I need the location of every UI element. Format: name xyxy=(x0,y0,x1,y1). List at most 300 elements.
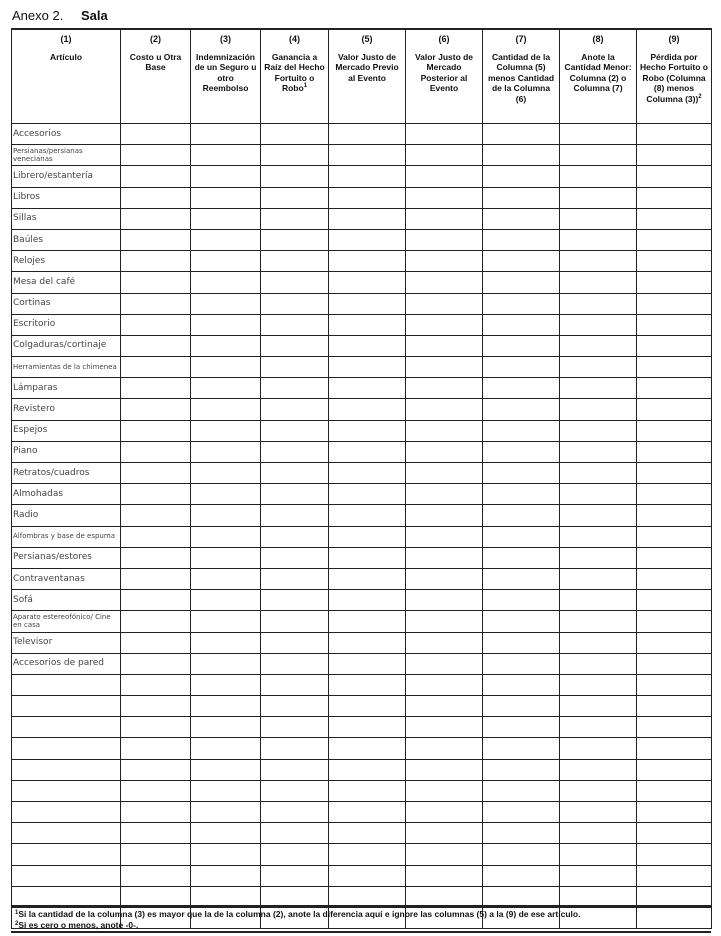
amount-cell[interactable] xyxy=(483,611,560,632)
amount-cell[interactable] xyxy=(261,738,329,759)
amount-cell[interactable] xyxy=(329,124,406,145)
amount-cell[interactable] xyxy=(560,547,637,568)
amount-cell[interactable] xyxy=(637,653,712,674)
amount-cell[interactable] xyxy=(406,865,483,886)
amount-cell[interactable] xyxy=(637,568,712,589)
amount-cell[interactable] xyxy=(191,357,261,378)
amount-cell[interactable] xyxy=(121,844,191,865)
amount-cell[interactable] xyxy=(483,484,560,505)
amount-cell[interactable] xyxy=(261,420,329,441)
amount-cell[interactable] xyxy=(406,674,483,695)
amount-cell[interactable] xyxy=(261,505,329,526)
amount-cell[interactable] xyxy=(191,229,261,250)
amount-cell[interactable] xyxy=(329,441,406,462)
amount-cell[interactable] xyxy=(191,759,261,780)
table-row xyxy=(12,717,712,738)
amount-cell[interactable] xyxy=(329,717,406,738)
amount-cell[interactable] xyxy=(191,653,261,674)
amount-cell[interactable] xyxy=(483,526,560,547)
amount-cell[interactable] xyxy=(261,547,329,568)
amount-cell[interactable] xyxy=(121,335,191,356)
amount-cell[interactable] xyxy=(560,738,637,759)
amount-cell[interactable] xyxy=(483,463,560,484)
amount-cell[interactable] xyxy=(121,865,191,886)
amount-cell[interactable] xyxy=(121,420,191,441)
amount-cell[interactable] xyxy=(560,674,637,695)
amount-cell[interactable] xyxy=(191,823,261,844)
amount-cell[interactable] xyxy=(406,844,483,865)
amount-cell[interactable] xyxy=(191,674,261,695)
amount-cell[interactable] xyxy=(483,780,560,801)
amount-cell[interactable] xyxy=(261,357,329,378)
amount-cell[interactable] xyxy=(483,293,560,314)
amount-cell[interactable] xyxy=(121,229,191,250)
amount-cell[interactable] xyxy=(121,187,191,208)
amount-cell[interactable] xyxy=(329,802,406,823)
amount-cell[interactable] xyxy=(191,187,261,208)
amount-cell[interactable] xyxy=(483,166,560,187)
amount-cell[interactable] xyxy=(191,463,261,484)
amount-cell[interactable] xyxy=(121,166,191,187)
amount-cell[interactable] xyxy=(560,844,637,865)
amount-cell[interactable] xyxy=(191,547,261,568)
amount-cell[interactable] xyxy=(483,674,560,695)
amount-cell[interactable] xyxy=(406,759,483,780)
amount-cell[interactable] xyxy=(637,717,712,738)
amount-cell[interactable] xyxy=(406,568,483,589)
amount-cell[interactable] xyxy=(637,441,712,462)
amount-cell[interactable] xyxy=(329,145,406,166)
amount-cell[interactable] xyxy=(261,293,329,314)
column-header-4 xyxy=(261,29,329,124)
item-name-cell: Persianas/estores xyxy=(12,547,121,568)
amount-cell[interactable] xyxy=(191,441,261,462)
amount-cell[interactable] xyxy=(560,653,637,674)
amount-cell[interactable] xyxy=(191,780,261,801)
amount-cell[interactable] xyxy=(637,632,712,653)
amount-cell[interactable] xyxy=(261,124,329,145)
amount-cell[interactable] xyxy=(406,823,483,844)
amount-cell[interactable] xyxy=(191,145,261,166)
amount-cell[interactable] xyxy=(191,738,261,759)
amount-cell[interactable] xyxy=(560,505,637,526)
amount-cell[interactable] xyxy=(329,420,406,441)
amount-cell[interactable] xyxy=(483,590,560,611)
amount-cell[interactable] xyxy=(191,717,261,738)
amount-cell[interactable] xyxy=(560,251,637,272)
amount-cell[interactable] xyxy=(261,526,329,547)
amount-cell[interactable] xyxy=(261,674,329,695)
amount-cell[interactable] xyxy=(191,590,261,611)
amount-cell[interactable] xyxy=(406,738,483,759)
amount-cell[interactable] xyxy=(406,780,483,801)
amount-cell[interactable] xyxy=(261,653,329,674)
amount-cell[interactable] xyxy=(121,674,191,695)
amount-cell[interactable] xyxy=(560,166,637,187)
table-row xyxy=(12,696,712,717)
amount-cell[interactable] xyxy=(560,124,637,145)
amount-cell[interactable] xyxy=(329,526,406,547)
amount-cell[interactable] xyxy=(483,547,560,568)
amount-cell[interactable] xyxy=(261,865,329,886)
amount-cell[interactable] xyxy=(121,653,191,674)
amount-cell[interactable] xyxy=(121,463,191,484)
amount-cell[interactable] xyxy=(329,229,406,250)
amount-cell[interactable] xyxy=(121,357,191,378)
amount-cell[interactable] xyxy=(637,124,712,145)
amount-cell[interactable] xyxy=(637,547,712,568)
amount-cell[interactable] xyxy=(329,590,406,611)
amount-cell[interactable] xyxy=(191,526,261,547)
amount-cell[interactable] xyxy=(483,335,560,356)
amount-cell[interactable] xyxy=(121,738,191,759)
amount-cell[interactable] xyxy=(329,293,406,314)
amount-cell[interactable] xyxy=(191,335,261,356)
amount-cell[interactable] xyxy=(261,611,329,632)
amount-cell[interactable] xyxy=(121,717,191,738)
amount-cell[interactable] xyxy=(560,865,637,886)
amount-cell[interactable] xyxy=(560,526,637,547)
amount-cell[interactable] xyxy=(637,738,712,759)
amount-cell[interactable] xyxy=(560,611,637,632)
amount-cell[interactable] xyxy=(637,823,712,844)
column-header-7 xyxy=(483,29,560,124)
amount-cell[interactable] xyxy=(329,844,406,865)
amount-cell[interactable] xyxy=(637,526,712,547)
amount-cell[interactable] xyxy=(560,484,637,505)
amount-cell[interactable] xyxy=(406,441,483,462)
amount-cell[interactable] xyxy=(329,378,406,399)
amount-cell[interactable] xyxy=(191,124,261,145)
amount-cell[interactable] xyxy=(261,208,329,229)
amount-cell[interactable] xyxy=(560,293,637,314)
amount-cell[interactable] xyxy=(483,696,560,717)
amount-cell[interactable] xyxy=(483,441,560,462)
amount-cell[interactable] xyxy=(406,547,483,568)
amount-cell[interactable] xyxy=(560,717,637,738)
table-row xyxy=(12,399,712,420)
amount-cell[interactable] xyxy=(560,314,637,335)
amount-cell[interactable] xyxy=(483,145,560,166)
amount-cell[interactable] xyxy=(121,124,191,145)
amount-cell[interactable] xyxy=(261,335,329,356)
amount-cell[interactable] xyxy=(329,314,406,335)
amount-cell[interactable] xyxy=(329,696,406,717)
amount-cell[interactable] xyxy=(637,780,712,801)
amount-cell[interactable] xyxy=(637,335,712,356)
amount-cell[interactable] xyxy=(261,441,329,462)
amount-cell[interactable] xyxy=(406,526,483,547)
amount-cell[interactable] xyxy=(121,802,191,823)
amount-cell[interactable] xyxy=(406,463,483,484)
amount-cell[interactable] xyxy=(261,399,329,420)
amount-cell[interactable] xyxy=(191,251,261,272)
amount-cell[interactable] xyxy=(191,208,261,229)
amount-cell[interactable] xyxy=(483,420,560,441)
amount-cell[interactable] xyxy=(406,251,483,272)
amount-cell[interactable] xyxy=(329,251,406,272)
amount-cell[interactable] xyxy=(560,780,637,801)
amount-cell[interactable] xyxy=(560,378,637,399)
amount-cell[interactable] xyxy=(406,357,483,378)
amount-cell[interactable] xyxy=(483,632,560,653)
amount-cell[interactable] xyxy=(191,378,261,399)
amount-cell[interactable] xyxy=(483,823,560,844)
amount-cell[interactable] xyxy=(329,759,406,780)
amount-cell[interactable] xyxy=(637,484,712,505)
amount-cell[interactable] xyxy=(261,378,329,399)
amount-cell[interactable] xyxy=(121,547,191,568)
amount-cell[interactable] xyxy=(329,865,406,886)
table-row xyxy=(12,357,712,378)
amount-cell[interactable] xyxy=(329,463,406,484)
amount-cell[interactable] xyxy=(121,441,191,462)
amount-cell[interactable] xyxy=(406,208,483,229)
amount-cell[interactable] xyxy=(121,314,191,335)
amount-cell[interactable] xyxy=(261,187,329,208)
amount-cell[interactable] xyxy=(637,420,712,441)
amount-cell[interactable] xyxy=(406,335,483,356)
amount-cell[interactable] xyxy=(637,505,712,526)
amount-cell[interactable] xyxy=(261,759,329,780)
amount-cell[interactable] xyxy=(261,272,329,293)
amount-cell[interactable] xyxy=(121,526,191,547)
amount-cell[interactable] xyxy=(560,696,637,717)
table-row xyxy=(12,335,712,356)
amount-cell[interactable] xyxy=(406,314,483,335)
amount-cell[interactable] xyxy=(191,166,261,187)
amount-cell[interactable] xyxy=(560,568,637,589)
amount-cell[interactable] xyxy=(483,251,560,272)
amount-cell[interactable] xyxy=(329,568,406,589)
amount-cell[interactable] xyxy=(483,738,560,759)
amount-cell[interactable] xyxy=(637,314,712,335)
amount-cell[interactable] xyxy=(483,124,560,145)
amount-cell[interactable] xyxy=(121,696,191,717)
amount-cell[interactable] xyxy=(329,357,406,378)
amount-cell[interactable] xyxy=(406,611,483,632)
amount-cell[interactable] xyxy=(637,399,712,420)
amount-cell[interactable] xyxy=(483,802,560,823)
amount-cell[interactable] xyxy=(329,166,406,187)
table-row xyxy=(12,441,712,462)
amount-cell[interactable] xyxy=(121,568,191,589)
amount-cell[interactable] xyxy=(261,590,329,611)
amount-cell[interactable] xyxy=(483,399,560,420)
amount-cell[interactable] xyxy=(261,823,329,844)
amount-cell[interactable] xyxy=(329,335,406,356)
amount-cell[interactable] xyxy=(406,272,483,293)
amount-cell[interactable] xyxy=(483,717,560,738)
amount-cell[interactable] xyxy=(191,802,261,823)
amount-cell[interactable] xyxy=(329,547,406,568)
amount-cell[interactable] xyxy=(329,632,406,653)
amount-cell[interactable] xyxy=(406,505,483,526)
amount-cell[interactable] xyxy=(637,463,712,484)
amount-cell[interactable] xyxy=(191,293,261,314)
amount-cell[interactable] xyxy=(406,187,483,208)
amount-cell[interactable] xyxy=(637,251,712,272)
amount-cell[interactable] xyxy=(191,314,261,335)
amount-cell[interactable] xyxy=(406,802,483,823)
amount-cell[interactable] xyxy=(261,463,329,484)
amount-cell[interactable] xyxy=(560,357,637,378)
amount-cell[interactable] xyxy=(121,632,191,653)
amount-cell[interactable] xyxy=(637,611,712,632)
amount-cell[interactable] xyxy=(637,357,712,378)
amount-cell[interactable] xyxy=(406,696,483,717)
table-row xyxy=(12,463,712,484)
amount-cell[interactable] xyxy=(483,653,560,674)
amount-cell[interactable] xyxy=(261,166,329,187)
item-name-cell xyxy=(12,759,121,780)
amount-cell[interactable] xyxy=(121,208,191,229)
amount-cell[interactable] xyxy=(483,357,560,378)
amount-cell[interactable] xyxy=(483,208,560,229)
amount-cell[interactable] xyxy=(261,251,329,272)
amount-cell[interactable] xyxy=(121,780,191,801)
amount-cell[interactable] xyxy=(329,272,406,293)
amount-cell[interactable] xyxy=(121,759,191,780)
amount-cell[interactable] xyxy=(637,187,712,208)
amount-cell[interactable] xyxy=(637,696,712,717)
amount-cell[interactable] xyxy=(121,251,191,272)
amount-cell[interactable] xyxy=(121,293,191,314)
amount-cell[interactable] xyxy=(329,611,406,632)
amount-cell[interactable] xyxy=(406,145,483,166)
amount-cell[interactable] xyxy=(406,166,483,187)
amount-cell[interactable] xyxy=(406,399,483,420)
amount-cell[interactable] xyxy=(406,378,483,399)
amount-cell[interactable] xyxy=(637,674,712,695)
amount-cell[interactable] xyxy=(560,399,637,420)
amount-cell[interactable] xyxy=(406,717,483,738)
amount-cell[interactable] xyxy=(483,272,560,293)
amount-cell[interactable] xyxy=(560,823,637,844)
amount-cell[interactable] xyxy=(191,611,261,632)
amount-cell[interactable] xyxy=(406,653,483,674)
amount-cell[interactable] xyxy=(261,802,329,823)
amount-cell[interactable] xyxy=(121,611,191,632)
amount-cell[interactable] xyxy=(483,568,560,589)
amount-cell[interactable] xyxy=(191,505,261,526)
amount-cell[interactable] xyxy=(191,484,261,505)
amount-cell[interactable] xyxy=(483,314,560,335)
amount-cell[interactable] xyxy=(261,145,329,166)
amount-cell[interactable] xyxy=(560,759,637,780)
amount-cell[interactable] xyxy=(483,187,560,208)
amount-cell[interactable] xyxy=(261,314,329,335)
amount-cell[interactable] xyxy=(329,823,406,844)
amount-cell[interactable] xyxy=(261,632,329,653)
amount-cell[interactable] xyxy=(121,590,191,611)
amount-cell[interactable] xyxy=(483,865,560,886)
amount-cell[interactable] xyxy=(560,272,637,293)
amount-cell[interactable] xyxy=(560,420,637,441)
amount-cell[interactable] xyxy=(261,844,329,865)
amount-cell[interactable] xyxy=(637,145,712,166)
amount-cell[interactable] xyxy=(191,844,261,865)
amount-cell[interactable] xyxy=(191,865,261,886)
amount-cell[interactable] xyxy=(121,399,191,420)
amount-cell[interactable] xyxy=(637,293,712,314)
amount-cell[interactable] xyxy=(329,484,406,505)
amount-cell[interactable] xyxy=(329,399,406,420)
amount-cell[interactable] xyxy=(560,335,637,356)
amount-cell[interactable] xyxy=(483,844,560,865)
amount-cell[interactable] xyxy=(406,229,483,250)
amount-cell[interactable] xyxy=(483,229,560,250)
amount-cell[interactable] xyxy=(637,844,712,865)
amount-cell[interactable] xyxy=(483,759,560,780)
amount-cell[interactable] xyxy=(329,653,406,674)
amount-cell[interactable] xyxy=(121,272,191,293)
amount-cell[interactable] xyxy=(637,802,712,823)
amount-cell[interactable] xyxy=(483,505,560,526)
amount-cell[interactable] xyxy=(261,484,329,505)
amount-cell[interactable] xyxy=(637,208,712,229)
amount-cell[interactable] xyxy=(329,208,406,229)
amount-cell[interactable] xyxy=(261,696,329,717)
amount-cell[interactable] xyxy=(637,865,712,886)
amount-cell[interactable] xyxy=(483,378,560,399)
amount-cell[interactable] xyxy=(261,229,329,250)
amount-cell[interactable] xyxy=(329,674,406,695)
amount-cell[interactable] xyxy=(406,124,483,145)
amount-cell[interactable] xyxy=(121,505,191,526)
amount-cell[interactable] xyxy=(191,568,261,589)
amount-cell[interactable] xyxy=(560,441,637,462)
amount-cell[interactable] xyxy=(560,590,637,611)
amount-cell[interactable] xyxy=(329,738,406,759)
amount-cell[interactable] xyxy=(560,229,637,250)
amount-cell[interactable] xyxy=(560,463,637,484)
amount-cell[interactable] xyxy=(121,145,191,166)
amount-cell[interactable] xyxy=(406,590,483,611)
amount-cell[interactable] xyxy=(560,632,637,653)
item-name-cell: Alfombras y base de espuma xyxy=(12,526,121,547)
amount-cell[interactable] xyxy=(191,420,261,441)
amount-cell[interactable] xyxy=(637,229,712,250)
amount-cell[interactable] xyxy=(329,780,406,801)
amount-cell[interactable] xyxy=(406,293,483,314)
amount-cell[interactable] xyxy=(637,590,712,611)
amount-cell[interactable] xyxy=(261,780,329,801)
amount-cell[interactable] xyxy=(406,420,483,441)
amount-cell[interactable] xyxy=(637,166,712,187)
amount-cell[interactable] xyxy=(261,568,329,589)
amount-cell[interactable] xyxy=(191,399,261,420)
amount-cell[interactable] xyxy=(329,505,406,526)
amount-cell[interactable] xyxy=(560,802,637,823)
amount-cell[interactable] xyxy=(406,484,483,505)
amount-cell[interactable] xyxy=(560,145,637,166)
amount-cell[interactable] xyxy=(560,187,637,208)
amount-cell[interactable] xyxy=(406,632,483,653)
amount-cell[interactable] xyxy=(191,696,261,717)
amount-cell[interactable] xyxy=(261,717,329,738)
amount-cell[interactable] xyxy=(637,759,712,780)
amount-cell[interactable] xyxy=(329,187,406,208)
amount-cell[interactable] xyxy=(637,378,712,399)
amount-cell[interactable] xyxy=(121,378,191,399)
amount-cell[interactable] xyxy=(121,823,191,844)
amount-cell[interactable] xyxy=(637,272,712,293)
amount-cell[interactable] xyxy=(121,484,191,505)
amount-cell[interactable] xyxy=(191,272,261,293)
amount-cell[interactable] xyxy=(191,632,261,653)
amount-cell[interactable] xyxy=(560,208,637,229)
